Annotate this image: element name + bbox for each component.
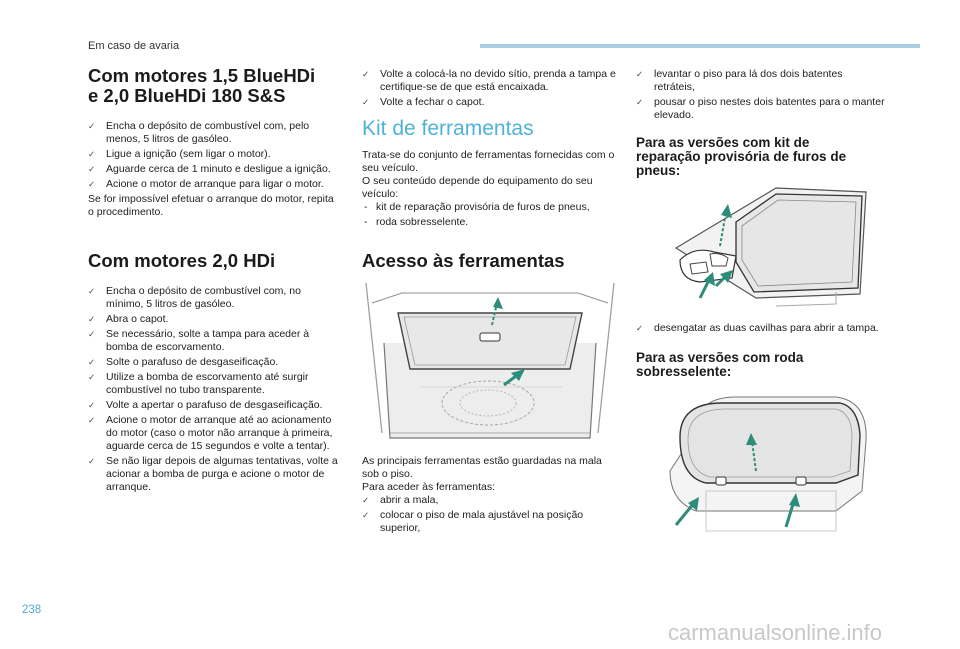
list-access bbox=[362, 494, 618, 535]
watermark: carmanualsonline.info bbox=[668, 620, 883, 645]
list-item: ✓ Se não ligar depois de algumas tentativas, volte a acionar a bomba de purga e acione o motor de arranque. bbox=[88, 455, 338, 494]
section-label: Em caso de avaria bbox=[88, 40, 180, 52]
paragraph-retry: Se for impossível efetuar o arranque do motor, repita o procedimento. bbox=[88, 193, 334, 218]
heading-tool-kit: Kit de ferramentas bbox=[362, 117, 534, 140]
list-item: ✓ Solte o parafuso de desgaseificação. bbox=[88, 356, 338, 369]
page-number: 238 bbox=[22, 604, 42, 616]
paragraph-kit-intro: Trata-se do conjunto de ferramentas fornecidas com o seu veículo. bbox=[362, 149, 615, 174]
paragraph-access-steps: Para aceder às ferramentas: bbox=[362, 481, 496, 493]
list-item: ✓ levantar o piso para lá dos dois batentes retráteis, bbox=[636, 68, 886, 94]
heading-tool-access: Acesso às ferramentas bbox=[362, 250, 565, 271]
list-item: ✓ Abra o capot. bbox=[88, 313, 338, 326]
list-item: ✓ Acione o motor de arranque até ao acionamento do motor (caso o motor não arranque à primeira, aguarde cerca de 15 segundos e volte a tentar). bbox=[88, 414, 338, 453]
list-hdi bbox=[88, 285, 338, 494]
list-item: ✓ Se necessário, solte a tampa para aceder à bomba de escorvamento. bbox=[88, 328, 338, 354]
list-item: ✓ Encha o depósito de combustível com, no mínimo, 5 litros de gasóleo. bbox=[88, 285, 338, 311]
heading-hdi: Com motores 2,0 HDi bbox=[88, 250, 276, 271]
heading-spare-wheel: Para as versões com roda sobresselente: bbox=[636, 350, 804, 379]
repair-kit-illustration bbox=[636, 182, 886, 312]
column-left bbox=[88, 66, 338, 496]
heading-bluehdi: Com motores 1,5 BlueHDi e 2,0 BlueHDi 180 S&S bbox=[88, 65, 316, 106]
list-item: ✓ Encha o depósito de combustível com, pelo menos, 5 litros de gasóleo. bbox=[88, 120, 338, 146]
list-item: ✓ Acione o motor de arranque para ligar o motor. bbox=[88, 178, 338, 191]
list-item: ✓ abrir a mala, bbox=[362, 494, 618, 507]
heading-repair-kit: Para as versões com kit de reparação provisória de furos de pneus: bbox=[636, 135, 847, 178]
list-item: ✓ desengatar as duas cavilhas para abrir a tampa. bbox=[636, 322, 886, 335]
list-item: - roda sobresselente. bbox=[362, 216, 618, 229]
list-repair-kit bbox=[636, 322, 886, 335]
list-item: ✓ pousar o piso nestes dois batentes para o manter elevado. bbox=[636, 96, 886, 122]
list-kit-items bbox=[362, 201, 618, 229]
list-floor bbox=[636, 68, 886, 122]
list-item: ✓ Utilize a bomba de escorvamento até surgir combustível no tubo transparente. bbox=[88, 371, 338, 397]
list-item: ✓ colocar o piso de mala ajustável na posição superior, bbox=[362, 509, 618, 535]
list-bluehdi bbox=[88, 120, 338, 191]
spare-wheel-illustration bbox=[636, 391, 886, 541]
list-item: ✓ Volte a colocá-la no devido sítio, prenda a tampa e certifique-se de que está encaixada. bbox=[362, 68, 618, 94]
list-item: ✓ Ligue a ignição (sem ligar o motor). bbox=[88, 148, 338, 161]
header-bar bbox=[480, 44, 920, 48]
paragraph-access-location: As principais ferramentas estão guardadas na mala sob o piso. bbox=[362, 455, 602, 480]
column-right bbox=[636, 68, 886, 541]
list-item: ✓ Volte a fechar o capot. bbox=[362, 96, 618, 109]
list-item: ✓ Volte a apertar o parafuso de desgaseificação. bbox=[88, 399, 338, 412]
column-middle bbox=[362, 68, 618, 537]
paragraph-kit-content: O seu conteúdo depende do equipamento do seu veículo: bbox=[362, 175, 593, 200]
list-item: - kit de reparação provisória de furos de pneus, bbox=[362, 201, 618, 214]
list-item: ✓ Aguarde cerca de 1 minuto e desligue a ignição. bbox=[88, 163, 338, 176]
trunk-illustration bbox=[362, 283, 618, 443]
list-reassemble bbox=[362, 68, 618, 109]
